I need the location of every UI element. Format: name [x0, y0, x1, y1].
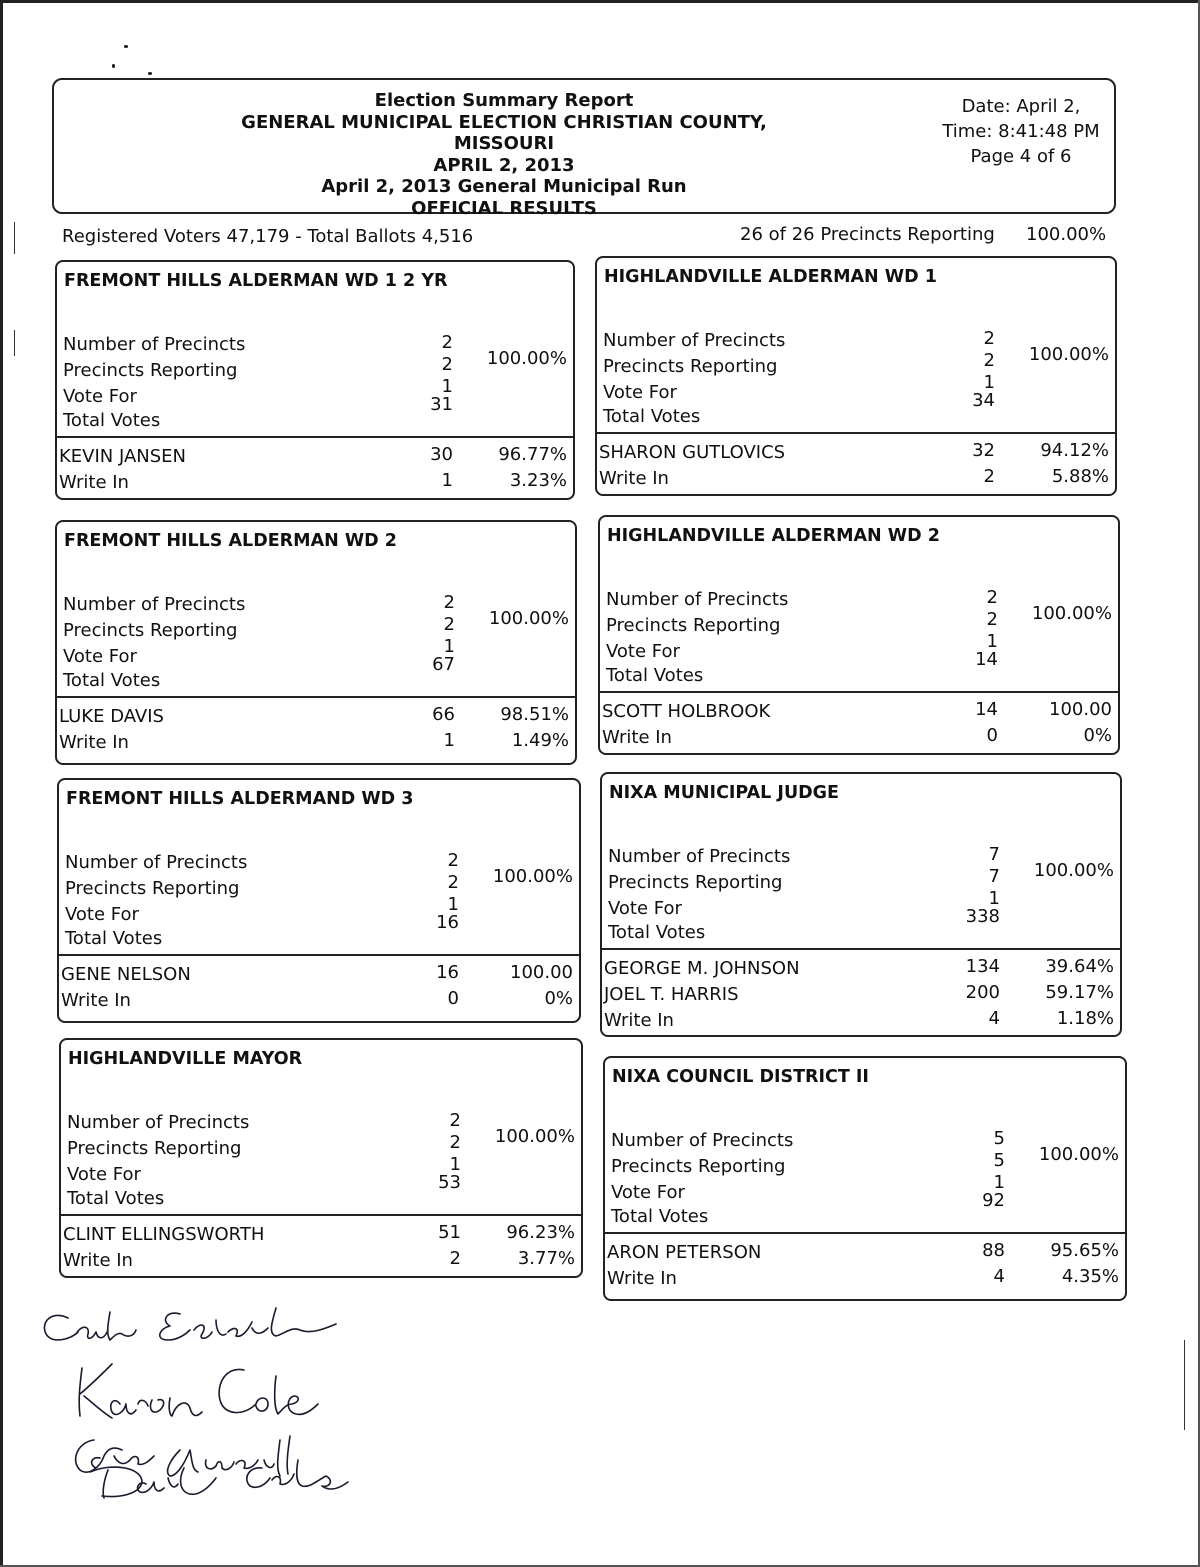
- stat-label: Vote For: [603, 382, 677, 403]
- candidate-row: [602, 958, 1120, 982]
- stat-value: 1: [447, 894, 459, 915]
- stat-label: Precincts Reporting: [611, 1156, 786, 1177]
- candidate-votes: 51: [438, 1222, 461, 1243]
- candidate-percent: 100.00: [1049, 699, 1112, 720]
- stat-label: Number of Precincts: [603, 330, 786, 351]
- stat-label: Precincts Reporting: [65, 878, 240, 899]
- stat-label: Vote For: [63, 646, 137, 667]
- scan-speck: [112, 64, 115, 68]
- stat-label: Total Votes: [63, 670, 161, 691]
- vote-for-row: [61, 1154, 581, 1188]
- stat-value: 2: [983, 328, 995, 349]
- precincts-reporting-row: [57, 608, 575, 644]
- candidate-name: Write In: [607, 1268, 677, 1289]
- candidate-percent: 1.49%: [511, 730, 569, 751]
- stat-value: 1: [988, 888, 1000, 909]
- stat-value: 1: [993, 1172, 1005, 1193]
- results-divider: [61, 1214, 581, 1216]
- race-box: [603, 1056, 1127, 1301]
- election-date: APRIL 2, 2013: [433, 154, 575, 176]
- stat-label: Vote For: [606, 641, 680, 662]
- stat-label: Vote For: [67, 1164, 141, 1185]
- stat-value: 67: [432, 654, 455, 675]
- stat-value: 1: [983, 372, 995, 393]
- candidate-name: LUKE DAVIS: [59, 706, 164, 727]
- candidate-votes: 2: [983, 466, 995, 487]
- race-box: [600, 772, 1122, 1037]
- stat-value: 2: [983, 350, 995, 371]
- candidate-row: [57, 706, 575, 730]
- stat-value: 1: [443, 636, 455, 657]
- candidate-votes: 66: [432, 704, 455, 725]
- candidate-percent: 0%: [1083, 725, 1112, 746]
- stat-label: Precincts Reporting: [67, 1138, 242, 1159]
- stat-label: Number of Precincts: [608, 846, 791, 867]
- race-title: FREMONT HILLS ALDERMAND WD 3: [66, 789, 414, 809]
- candidate-row: [600, 727, 1118, 751]
- stat-value: 1: [441, 376, 453, 397]
- candidate-name: Write In: [599, 468, 669, 489]
- vote-for-row: [57, 376, 573, 410]
- candidate-row: [602, 984, 1120, 1008]
- precincts-reporting-row: [602, 860, 1120, 896]
- results-divider: [57, 436, 573, 438]
- candidate-votes: 2: [449, 1248, 461, 1269]
- candidate-percent: 5.88%: [1051, 466, 1109, 487]
- candidate-row: [600, 701, 1118, 725]
- stat-value: 34: [972, 390, 995, 411]
- results-divider: [57, 696, 575, 698]
- stat-value: 2: [986, 587, 998, 608]
- candidate-percent: 4.35%: [1061, 1266, 1119, 1287]
- report-meta: [936, 94, 1106, 169]
- candidate-percent: 3.23%: [509, 470, 567, 491]
- candidate-name: KEVIN JANSEN: [59, 446, 187, 467]
- candidate-name: GENE NELSON: [61, 964, 191, 985]
- precincts-reporting-row: [597, 344, 1115, 380]
- candidate-votes: 16: [436, 962, 459, 983]
- candidate-row: [57, 472, 573, 496]
- candidate-row: [602, 1010, 1120, 1034]
- signature-karen-cole: [79, 1364, 318, 1418]
- scan-speck: [124, 45, 128, 48]
- stat-value: 2: [447, 872, 459, 893]
- candidate-name: GEORGE M. JOHNSON: [604, 958, 800, 979]
- candidate-votes: 30: [430, 444, 453, 465]
- precincts-reporting-row: [600, 603, 1118, 639]
- vote-for-row: [597, 372, 1115, 406]
- race-box: [55, 260, 575, 500]
- vote-for-row: [57, 636, 575, 670]
- candidate-name: JOEL T. HARRIS: [604, 984, 739, 1005]
- candidate-row: [59, 964, 579, 988]
- signature-block: [30, 1300, 370, 1500]
- stat-label: Vote For: [63, 386, 137, 407]
- candidate-row: [605, 1268, 1125, 1292]
- stat-value: 2: [447, 850, 459, 871]
- stat-value: 7: [988, 844, 1000, 865]
- results-divider: [600, 691, 1118, 693]
- candidate-percent: 94.12%: [1040, 440, 1109, 461]
- candidate-votes: 0: [447, 988, 459, 1009]
- precincts-reporting-row: [605, 1144, 1125, 1180]
- race-box: [59, 1038, 583, 1278]
- candidate-votes: 0: [986, 725, 998, 746]
- stat-value: 2: [443, 614, 455, 635]
- race-title: HIGHLANDVILLE ALDERMAN WD 2: [607, 526, 940, 546]
- scan-mark: [14, 222, 15, 254]
- stat-percent: 100.00%: [1028, 344, 1109, 365]
- candidate-row: [597, 468, 1115, 492]
- candidate-name: Write In: [602, 727, 672, 748]
- stat-label: Vote For: [611, 1182, 685, 1203]
- page-top-edge: [0, 0, 1200, 3]
- election-name: GENERAL MUNICIPAL ELECTION CHRISTIAN COUNTY, MISSOURI: [241, 111, 767, 154]
- race-title: FREMONT HILLS ALDERMAN WD 2: [64, 531, 397, 551]
- report-title-block: [204, 90, 804, 219]
- candidate-votes: 32: [972, 440, 995, 461]
- race-title: HIGHLANDVILLE MAYOR: [68, 1049, 303, 1069]
- stat-percent: 100.00%: [492, 866, 573, 887]
- results-status: OFFICIAL RESULTS: [411, 197, 597, 219]
- stat-value: 5: [993, 1150, 1005, 1171]
- stat-label: Total Votes: [63, 410, 161, 431]
- results-divider: [59, 954, 579, 956]
- race-title: NIXA MUNICIPAL JUDGE: [609, 783, 839, 803]
- stat-label: Total Votes: [606, 665, 704, 686]
- candidate-percent: 1.18%: [1056, 1008, 1114, 1029]
- report-date: Date: April 2,: [961, 96, 1081, 117]
- candidate-row: [61, 1224, 581, 1248]
- candidate-percent: 95.65%: [1050, 1240, 1119, 1261]
- stat-value: 16: [436, 912, 459, 933]
- candidate-row: [605, 1242, 1125, 1266]
- candidate-percent: 59.17%: [1045, 982, 1114, 1003]
- candidate-votes: 4: [993, 1266, 1005, 1287]
- candidate-row: [61, 1250, 581, 1274]
- candidate-votes: 134: [965, 956, 1000, 977]
- stat-value: 53: [438, 1172, 461, 1193]
- stat-label: Total Votes: [603, 406, 701, 427]
- page-left-edge: [0, 0, 3, 1567]
- results-divider: [597, 432, 1115, 434]
- race-title: HIGHLANDVILLE ALDERMAN WD 1: [604, 267, 937, 287]
- stat-percent: 100.00%: [1038, 1144, 1119, 1165]
- stat-label: Total Votes: [65, 928, 163, 949]
- stat-value: 5: [993, 1128, 1005, 1149]
- vote-for-row: [600, 631, 1118, 665]
- stat-label: Total Votes: [67, 1188, 165, 1209]
- candidate-percent: 39.64%: [1045, 956, 1114, 977]
- stat-label: Number of Precincts: [67, 1112, 250, 1133]
- candidate-percent: 0%: [544, 988, 573, 1009]
- signature-david-cole: [90, 1460, 348, 1498]
- candidate-row: [597, 442, 1115, 466]
- candidate-votes: 88: [982, 1240, 1005, 1261]
- race-box: [598, 515, 1120, 755]
- signature-carle-edsick: [44, 1308, 336, 1340]
- stat-percent: 100.00%: [486, 348, 567, 369]
- candidate-name: Write In: [59, 732, 129, 753]
- candidate-votes: 200: [965, 982, 1000, 1003]
- race-title: FREMONT HILLS ALDERMAN WD 1 2 YR: [64, 271, 448, 291]
- stat-label: Number of Precincts: [65, 852, 248, 873]
- report-time: Time: 8:41:48 PM: [942, 121, 1100, 142]
- candidate-name: Write In: [59, 472, 129, 493]
- candidate-name: ARON PETERSON: [607, 1242, 762, 1263]
- candidate-name: CLINT ELLINGSWORTH: [63, 1224, 265, 1245]
- stat-percent: 100.00%: [494, 1126, 575, 1147]
- race-title: NIXA COUNCIL DISTRICT II: [612, 1067, 869, 1087]
- stat-value: 1: [449, 1154, 461, 1175]
- candidate-votes: 14: [975, 699, 998, 720]
- candidate-name: Write In: [604, 1010, 674, 1031]
- stat-label: Precincts Reporting: [608, 872, 783, 893]
- stat-value: 14: [975, 649, 998, 670]
- candidate-row: [59, 990, 579, 1014]
- candidate-name: SHARON GUTLOVICS: [599, 442, 786, 463]
- results-divider: [602, 948, 1120, 950]
- stat-value: 31: [430, 394, 453, 415]
- candidate-votes: 1: [443, 730, 455, 751]
- stat-value: 2: [441, 354, 453, 375]
- registered-voters-summary: Registered Voters 47,179 - Total Ballots 4,516: [62, 226, 474, 247]
- stat-value: 2: [441, 332, 453, 353]
- stat-label: Total Votes: [611, 1206, 709, 1227]
- precincts-reporting-summary: 26 of 26 Precincts Reporting: [740, 224, 995, 245]
- scan-mark: [14, 330, 15, 356]
- stat-label: Precincts Reporting: [603, 356, 778, 377]
- stat-label: Number of Precincts: [63, 594, 246, 615]
- stat-label: Precincts Reporting: [606, 615, 781, 636]
- stat-value: 92: [982, 1190, 1005, 1211]
- stat-percent: 100.00%: [1031, 603, 1112, 624]
- vote-for-row: [605, 1172, 1125, 1206]
- stat-value: 2: [443, 592, 455, 613]
- precincts-reporting-pct: 100.00%: [1026, 224, 1107, 245]
- report-header: [52, 78, 1116, 219]
- candidate-percent: 96.77%: [498, 444, 567, 465]
- stat-value: 2: [986, 609, 998, 630]
- page-number: Page 4 of 6: [970, 146, 1072, 167]
- stat-label: Precincts Reporting: [63, 360, 238, 381]
- scan-mark: [1184, 1340, 1185, 1430]
- run-name: April 2, 2013 General Municipal Run: [321, 176, 687, 197]
- candidate-percent: 3.77%: [517, 1248, 575, 1269]
- stat-label: Number of Precincts: [63, 334, 246, 355]
- scan-speck: [148, 72, 152, 75]
- stat-value: 1: [986, 631, 998, 652]
- candidate-row: [57, 732, 575, 756]
- race-box: [57, 778, 581, 1023]
- candidate-percent: 100.00: [510, 962, 573, 983]
- stat-label: Vote For: [608, 898, 682, 919]
- vote-for-row: [602, 888, 1120, 922]
- stat-label: Number of Precincts: [606, 589, 789, 610]
- candidate-percent: 96.23%: [506, 1222, 575, 1243]
- precincts-reporting-row: [61, 1126, 581, 1162]
- race-box: [55, 520, 577, 765]
- stat-percent: 100.00%: [1033, 860, 1114, 881]
- stat-label: Number of Precincts: [611, 1130, 794, 1151]
- candidate-name: Write In: [63, 1250, 133, 1271]
- stat-label: Precincts Reporting: [63, 620, 238, 641]
- race-box: [595, 256, 1117, 496]
- candidate-votes: 4: [988, 1008, 1000, 1029]
- vote-for-row: [59, 894, 579, 928]
- candidate-percent: 98.51%: [500, 704, 569, 725]
- candidate-name: SCOTT HOLBROOK: [602, 701, 771, 722]
- stat-label: Vote For: [65, 904, 139, 925]
- stat-value: 338: [965, 906, 1000, 927]
- precincts-reporting-row: [57, 348, 573, 384]
- candidate-name: Write In: [61, 990, 131, 1011]
- stat-label: Total Votes: [608, 922, 706, 943]
- stat-value: 2: [449, 1132, 461, 1153]
- candidate-votes: 1: [441, 470, 453, 491]
- stat-percent: 100.00%: [488, 608, 569, 629]
- precincts-reporting-row: [59, 866, 579, 902]
- candidate-row: [57, 446, 573, 470]
- stat-value: 2: [449, 1110, 461, 1131]
- results-divider: [605, 1232, 1125, 1234]
- stat-value: 7: [988, 866, 1000, 887]
- report-title: Election Summary Report: [374, 90, 634, 111]
